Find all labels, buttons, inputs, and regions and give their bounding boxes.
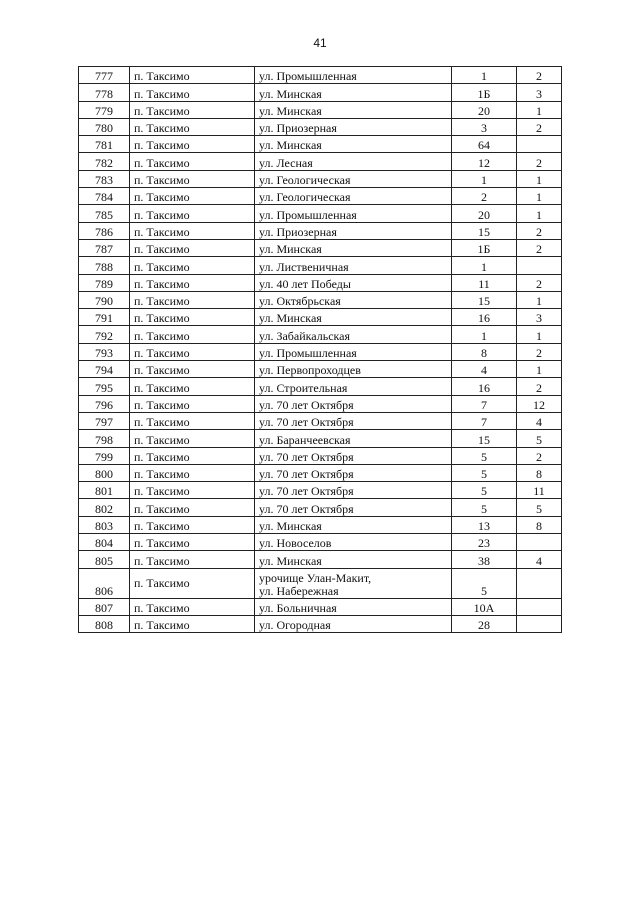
extra-value-cell: 1 [517,188,562,205]
row-number-cell: 803 [79,516,130,533]
settlement-cell: п. Таксимо [130,291,255,308]
house-number-cell: 1 [452,326,517,343]
settlement-cell: п. Таксимо [130,153,255,170]
row-number-cell: 777 [79,67,130,84]
table-row [79,378,562,395]
street-cell: ул. Минская [255,136,452,153]
settlement-cell: п. Таксимо [130,343,255,360]
street-cell: ул. Строительная [255,378,452,395]
row-number-cell: 802 [79,499,130,516]
table-row [79,447,562,464]
house-number-cell: 5 [452,447,517,464]
street-cell: ул. 70 лет Октября [255,464,452,481]
table-row [79,516,562,533]
extra-value-cell: 5 [517,499,562,516]
street-cell: ул. Огородная [255,615,452,632]
street-cell: ул. 70 лет Октября [255,412,452,429]
extra-value-cell: 1 [517,101,562,118]
row-number-cell: 807 [79,598,130,615]
street-cell: ул. Больничная [255,598,452,615]
table-row [79,598,562,615]
extra-value-cell: 4 [517,412,562,429]
settlement-cell: п. Таксимо [130,67,255,84]
settlement-cell: п. Таксимо [130,447,255,464]
table-row [79,84,562,101]
street-line: урочище Улан-Макит, [259,570,372,585]
extra-value-cell: 3 [517,309,562,326]
settlement-cell: п. Таксимо [130,188,255,205]
row-number-cell: 800 [79,464,130,481]
street-cell: ул. Первопроходцев [255,361,452,378]
house-number-cell: 5 [452,482,517,499]
house-number-cell: 20 [452,205,517,222]
street-cell: ул. Лесная [255,153,452,170]
street-cell [255,568,452,598]
table-row [79,430,562,447]
house-number-cell: 8 [452,343,517,360]
row-number-cell: 798 [79,430,130,447]
extra-value-cell: 2 [517,239,562,256]
row-number-cell: 789 [79,274,130,291]
settlement-cell: п. Таксимо [130,309,255,326]
table-row [79,274,562,291]
table-row [79,118,562,135]
extra-value-cell: 1 [517,291,562,308]
street-cell: ул. Геологическая [255,170,452,187]
table-row [79,551,562,568]
street-cell: ул. Промышленная [255,67,452,84]
house-number-cell: 4 [452,361,517,378]
row-number-cell: 784 [79,188,130,205]
address-table [78,66,562,633]
extra-value-cell: 1 [517,170,562,187]
street-cell: ул. Приозерная [255,118,452,135]
house-number-cell: 28 [452,615,517,632]
street-cell: ул. 70 лет Октября [255,395,452,412]
settlement-cell: п. Таксимо [130,257,255,274]
table-row [79,67,562,84]
table-row [79,101,562,118]
extra-value-cell: 1 [517,326,562,343]
street-cell: ул. Минская [255,239,452,256]
extra-value-cell: 12 [517,395,562,412]
extra-value-cell: 1 [517,205,562,222]
row-number-cell: 794 [79,361,130,378]
house-number-cell: 15 [452,222,517,239]
house-number-cell: 13 [452,516,517,533]
settlement-cell: п. Таксимо [130,615,255,632]
house-number-cell: 1 [452,170,517,187]
row-number-cell: 788 [79,257,130,274]
extra-value-cell [517,568,562,598]
table-row [79,239,562,256]
house-number-cell: 38 [452,551,517,568]
table-row [79,395,562,412]
street-cell: ул. Забайкальская [255,326,452,343]
house-number-cell: 5 [452,464,517,481]
extra-value-cell [517,136,562,153]
row-number-cell: 782 [79,153,130,170]
house-number-cell: 16 [452,378,517,395]
row-number-cell: 796 [79,395,130,412]
settlement-cell: п. Таксимо [130,101,255,118]
row-number-cell: 806 [79,568,130,598]
settlement-cell: п. Таксимо [130,482,255,499]
table-row [79,412,562,429]
extra-value-cell: 2 [517,343,562,360]
table-row [79,482,562,499]
settlement-cell: п. Таксимо [130,499,255,516]
extra-value-cell: 2 [517,118,562,135]
extra-value-cell: 2 [517,274,562,291]
settlement-cell: п. Таксимо [130,222,255,239]
row-number-cell: 787 [79,239,130,256]
extra-value-cell: 2 [517,222,562,239]
house-number-cell: 20 [452,101,517,118]
extra-value-cell [517,534,562,551]
table-row [79,170,562,187]
street-cell: ул. 70 лет Октября [255,482,452,499]
extra-value-cell: 1 [517,361,562,378]
extra-value-cell [517,598,562,615]
settlement-cell: п. Таксимо [130,326,255,343]
house-number-cell: 12 [452,153,517,170]
settlement-cell: п. Таксимо [130,170,255,187]
row-number-cell: 799 [79,447,130,464]
extra-value-cell: 11 [517,482,562,499]
table-row [79,568,562,598]
settlement-cell: п. Таксимо [130,598,255,615]
settlement-cell: п. Таксимо [130,361,255,378]
street-cell: ул. Минская [255,551,452,568]
table-row [79,205,562,222]
row-number-cell: 804 [79,534,130,551]
settlement-cell: п. Таксимо [130,551,255,568]
street-cell: ул. Геологическая [255,188,452,205]
settlement-cell: п. Таксимо [130,395,255,412]
row-number-cell: 790 [79,291,130,308]
street-cell: ул. Новоселов [255,534,452,551]
table-row [79,361,562,378]
settlement-cell: п. Таксимо [130,464,255,481]
extra-value-cell [517,615,562,632]
house-number-cell: 64 [452,136,517,153]
street-cell: ул. Приозерная [255,222,452,239]
row-number-cell: 791 [79,309,130,326]
table-row [79,615,562,632]
street-cell: ул. Промышленная [255,343,452,360]
street-cell: ул. Промышленная [255,205,452,222]
row-number-cell: 792 [79,326,130,343]
row-number-cell: 793 [79,343,130,360]
settlement-cell: п. Таксимо [130,136,255,153]
address-table-body [79,67,562,633]
row-number-cell: 797 [79,412,130,429]
settlement-cell: п. Таксимо [130,118,255,135]
row-number-cell: 778 [79,84,130,101]
row-number-cell: 808 [79,615,130,632]
row-number-cell: 781 [79,136,130,153]
extra-value-cell: 8 [517,464,562,481]
table-row [79,222,562,239]
street-cell: ул. Баранчеевская [255,430,452,447]
table-row [79,464,562,481]
settlement-cell: п. Таксимо [130,84,255,101]
settlement-cell: п. Таксимо [130,205,255,222]
settlement-cell: п. Таксимо [130,534,255,551]
row-number-cell: 786 [79,222,130,239]
house-number-cell: 5 [452,568,517,598]
settlement-cell: п. Таксимо [130,412,255,429]
house-number-cell: 7 [452,412,517,429]
table-row [79,291,562,308]
row-number-cell: 783 [79,170,130,187]
table-row [79,153,562,170]
table-row [79,309,562,326]
extra-value-cell: 2 [517,153,562,170]
street-cell: ул. 70 лет Октября [255,499,452,516]
house-number-cell: 23 [452,534,517,551]
extra-value-cell: 2 [517,447,562,464]
extra-value-cell: 2 [517,67,562,84]
settlement-cell: п. Таксимо [130,516,255,533]
settlement-cell: п. Таксимо [130,378,255,395]
house-number-cell: 5 [452,499,517,516]
street-cell: ул. 40 лет Победы [255,274,452,291]
page-number: 41 [313,36,327,50]
settlement-cell: п. Таксимо [130,568,255,598]
house-number-cell: 10А [452,598,517,615]
extra-value-cell: 2 [517,378,562,395]
extra-value-cell: 3 [517,84,562,101]
street-cell: ул. 70 лет Октября [255,447,452,464]
row-number-cell: 795 [79,378,130,395]
street-cell: ул. Минская [255,101,452,118]
extra-value-cell: 8 [517,516,562,533]
street-line: ул. Набережная [259,583,339,598]
house-number-cell: 3 [452,118,517,135]
settlement-cell: п. Таксимо [130,274,255,291]
settlement-cell: п. Таксимо [130,239,255,256]
street-cell: ул. Лиственичная [255,257,452,274]
house-number-cell: 1 [452,67,517,84]
table-row [79,499,562,516]
table-row [79,188,562,205]
table-row [79,136,562,153]
street-cell: ул. Минская [255,516,452,533]
street-cell: ул. Октябрьская [255,291,452,308]
house-number-cell: 7 [452,395,517,412]
row-number-cell: 785 [79,205,130,222]
house-number-cell: 15 [452,291,517,308]
house-number-cell: 11 [452,274,517,291]
table-row [79,257,562,274]
house-number-cell: 1Б [452,84,517,101]
row-number-cell: 779 [79,101,130,118]
row-number-cell: 805 [79,551,130,568]
table-row [79,326,562,343]
settlement-cell: п. Таксимо [130,430,255,447]
extra-value-cell: 4 [517,551,562,568]
extra-value-cell: 5 [517,430,562,447]
house-number-cell: 16 [452,309,517,326]
house-number-cell: 2 [452,188,517,205]
row-number-cell: 780 [79,118,130,135]
street-cell: ул. Минская [255,84,452,101]
street-cell: ул. Минская [255,309,452,326]
house-number-cell: 15 [452,430,517,447]
house-number-cell: 1Б [452,239,517,256]
table-row [79,534,562,551]
table-row [79,343,562,360]
extra-value-cell [517,257,562,274]
house-number-cell: 1 [452,257,517,274]
row-number-cell: 801 [79,482,130,499]
